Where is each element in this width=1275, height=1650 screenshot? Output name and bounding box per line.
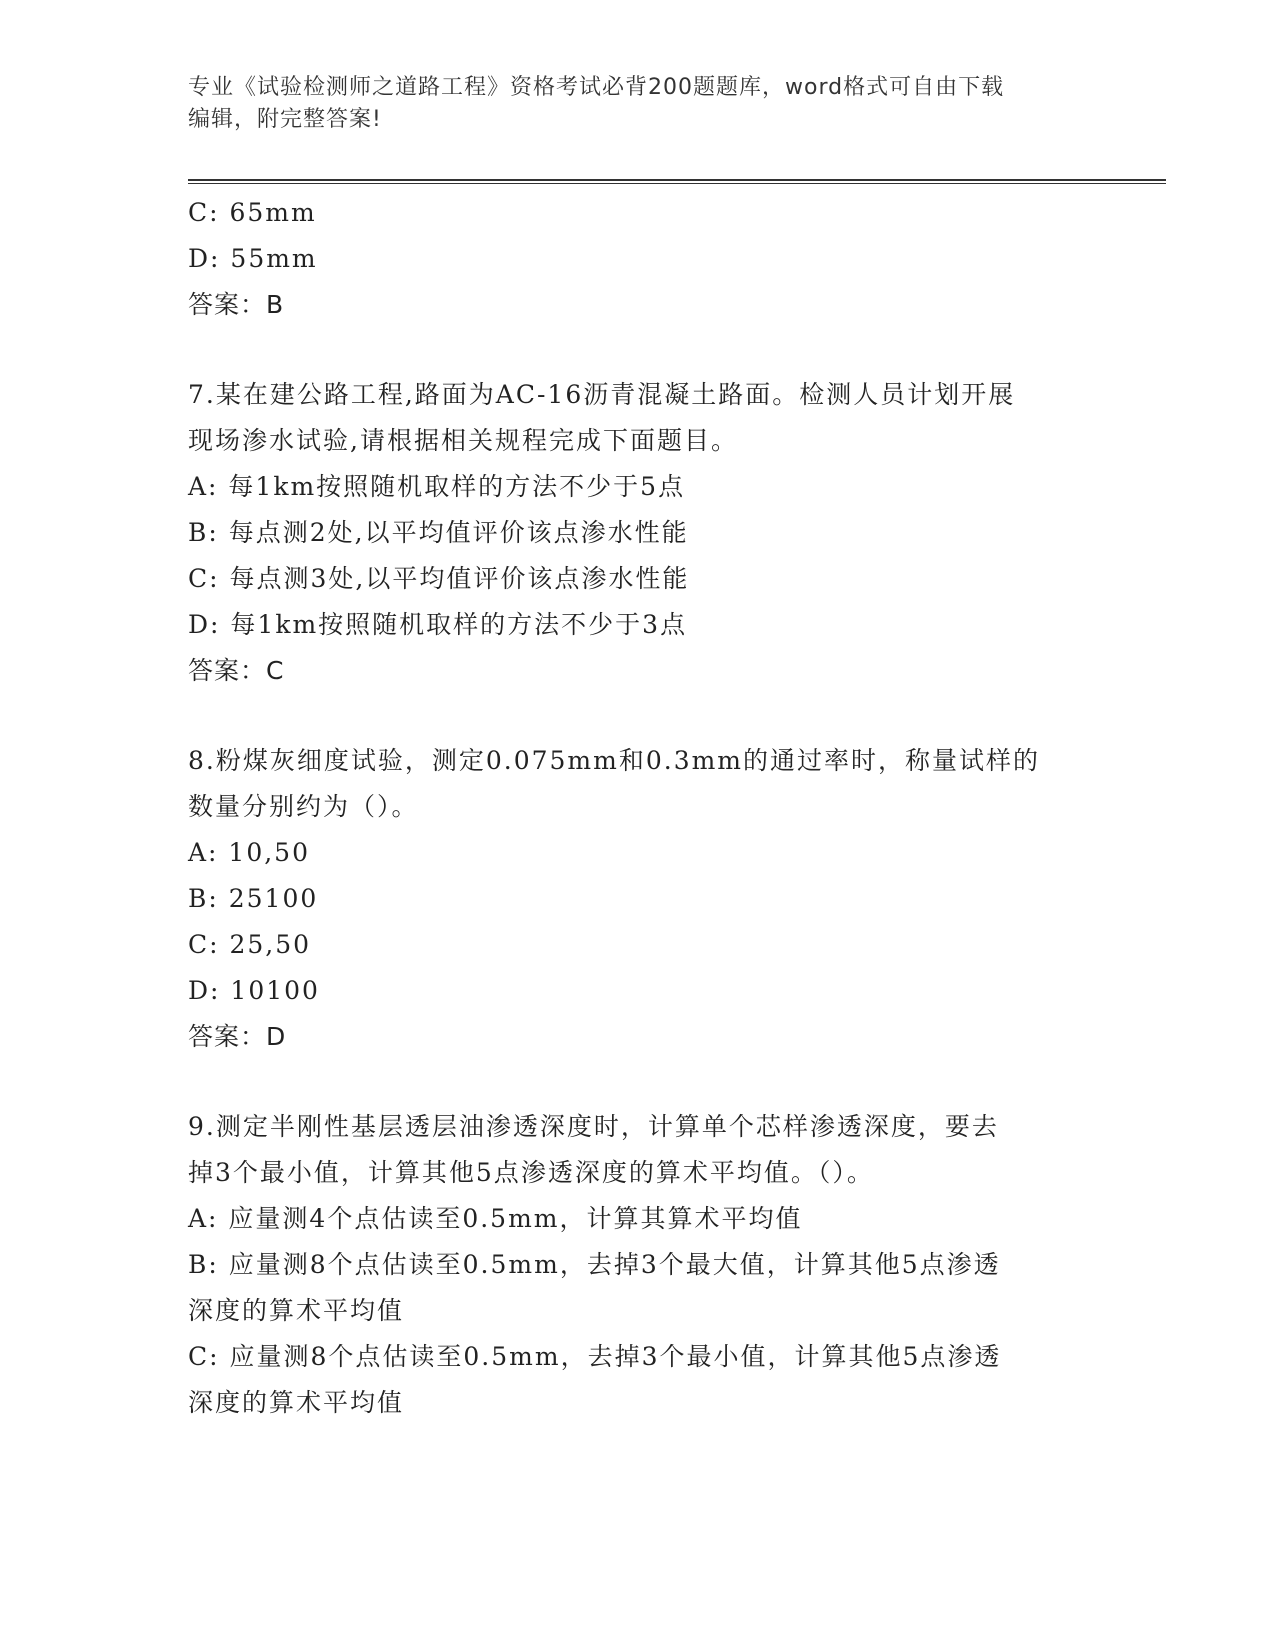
option-b: B: 每点测2处,以平均值评价该点渗水性能 xyxy=(188,518,689,547)
question-stem: 9.测定半刚性基层透层油渗透深度时，计算单个芯样渗透深度，要去 xyxy=(188,1112,999,1141)
header-title-line1: 专业《试验检测师之道路工程》资格考试必背200题题库，word格式可自由下载 xyxy=(188,75,1005,100)
question-stem: 8.粉煤灰细度试验，测定0.075mm和0.3mm的通过率时，称量试样的 xyxy=(188,746,1041,775)
answer: 答案：C xyxy=(188,656,285,685)
question-8 xyxy=(188,738,1088,1060)
answer: 答案：B xyxy=(188,290,285,319)
option-c: C: 25,50 xyxy=(188,930,312,959)
option-c: C: 应量测8个点估读至0.5mm，去掉3个最小值，计算其他5点渗透 xyxy=(188,1342,1002,1371)
option-c-continued: 深度的算术平均值 xyxy=(188,1388,405,1417)
question-stem-continued: 现场渗水试验,请根据相关规程完成下面题目。 xyxy=(188,426,738,455)
question-stem: 7.某在建公路工程,路面为AC-16沥青混凝土路面。检测人员计划开展 xyxy=(188,380,1016,409)
option-b-continued: 深度的算术平均值 xyxy=(188,1296,405,1325)
question-list xyxy=(188,190,1088,1426)
spacer xyxy=(188,1060,1088,1104)
question-9 xyxy=(188,1104,1088,1426)
option-d: D: 10100 xyxy=(188,976,320,1005)
question-6-tail xyxy=(188,190,1088,328)
option-a: A: 10,50 xyxy=(188,838,310,867)
header-divider xyxy=(188,179,1166,184)
option-b: B: 应量测8个点估读至0.5mm，去掉3个最大值，计算其他5点渗透 xyxy=(188,1250,1001,1279)
page-header xyxy=(188,72,1068,136)
answer: 答案：D xyxy=(188,1022,287,1051)
option-d: D: 每1km按照随机取样的方法不少于3点 xyxy=(188,610,688,639)
option-d: D: 55mm xyxy=(188,244,318,273)
option-a: A: 每1km按照随机取样的方法不少于5点 xyxy=(188,472,686,501)
spacer xyxy=(188,328,1088,372)
spacer xyxy=(188,694,1088,738)
question-7 xyxy=(188,372,1088,694)
question-stem-continued: 数量分别约为（）。 xyxy=(188,792,419,821)
option-c: C: 每点测3处,以平均值评价该点渗水性能 xyxy=(188,564,690,593)
question-stem-continued: 掉3个最小值，计算其他5点渗透深度的算术平均值。（）。 xyxy=(188,1158,874,1187)
header-title-line2: 编辑，附完整答案! xyxy=(188,107,382,132)
option-a: A: 应量测4个点估读至0.5mm，计算其算术平均值 xyxy=(188,1204,803,1233)
option-b: B: 25100 xyxy=(188,884,319,913)
option-c: C: 65mm xyxy=(188,198,317,227)
